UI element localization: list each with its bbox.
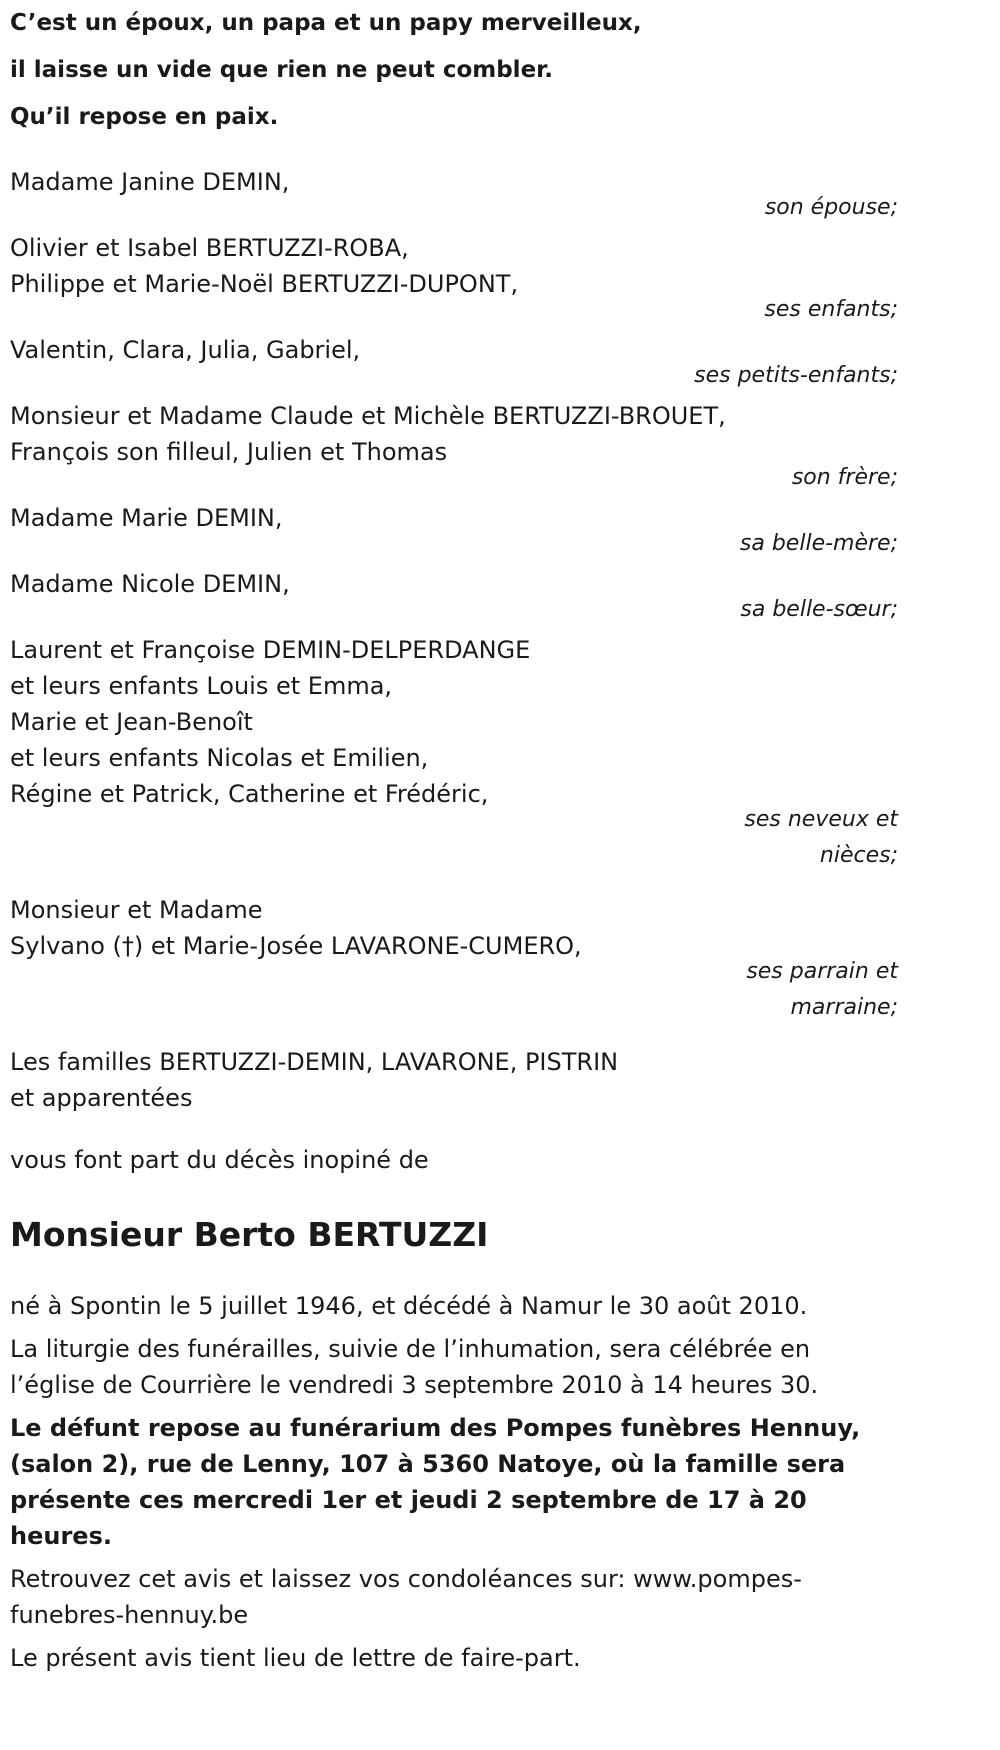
faire-part-note: Le présent avis tient lieu de lettre de faire-part. [10,1644,581,1672]
family-name-line: Madame Janine DEMIN, [10,168,290,196]
family-entry-children [10,230,900,328]
relation-line: marraine; [790,995,898,1020]
family-name-line: Philippe et Marie-Noël BERTUZZI-DUPONT, [10,270,519,298]
family-name-line: Régine et Patrick, Catherine et Frédéric, [10,780,489,808]
family-name-line: Madame Marie DEMIN, [10,504,283,532]
relation-line: son épouse; [764,195,898,220]
family-name-line: Monsieur et Madame Claude et Michèle BERTUZZI-BROUET, [10,402,726,430]
family-entry-grandchildren [10,332,900,394]
family-relation [10,954,900,1026]
relation-line: nièces; [819,843,898,868]
family-name-line: Sylvano (†) et Marie-Josée LAVARONE-CUMERO, [10,932,582,960]
family-name-line: François son filleul, Julien et Thomas [10,438,448,466]
relation-line: son frère; [791,465,898,490]
liturgy-info: La liturgie des funérailles, suivie de l’inhumation, sera célébrée en l’église de Courrière le vendredi 3 septembre 2010 à 14 heures 30. [10,1335,819,1399]
family-names [10,632,900,812]
relation-line: sa belle-sœur; [740,597,898,622]
intro-verse [10,4,900,136]
family-name-line: et leurs enfants Louis et Emma, [10,672,393,700]
relation-line: ses enfants; [764,297,898,322]
family-name-line: Marie et Jean-Benoît [10,708,253,736]
funeral-details [10,1288,900,1676]
family-name-line: et apparentées [10,1084,193,1112]
condolences-info: Retrouvez cet avis et laissez vos condoléances sur: www.pompes-funebres-hennuy.be [10,1565,802,1629]
intro-line: Qu’il repose en paix. [10,104,279,130]
family-name-line: Laurent et Françoise DEMIN-DELPERDANGE [10,636,531,664]
family-entry-godparents [10,892,900,1026]
family-name-line: Valentin, Clara, Julia, Gabriel, [10,336,361,364]
funerarium-info: Le défunt repose au funérarium des Pompes funèbres Hennuy, (salon 2), rue de Lenny, 107 à 5360 Natoye, où la famille sera présente ces mercredi 1er et jeudi 2 septembre de 17 à 20 heures. [10,1414,861,1550]
family-entry-nephews-nieces [10,632,900,874]
relation-line: ses parrain et [746,959,898,984]
birth-death-dates: né à Spontin le 5 juillet 1946, et décédé à Namur le 30 août 2010. [10,1292,808,1320]
family-entry-brother [10,398,900,496]
family-entry-mother-in-law [10,500,900,562]
family-name-line: Madame Nicole DEMIN, [10,570,290,598]
family-name-line: Les familles BERTUZZI-DEMIN, LAVARONE, PISTRIN [10,1048,619,1076]
family-name-line: Monsieur et Madame [10,896,263,924]
family-relation [10,802,900,874]
family-name-line: Olivier et Isabel BERTUZZI-ROBA, [10,234,409,262]
family-name-line: et leurs enfants Nicolas et Emilien, [10,744,429,772]
family-entry-extended-families [10,1044,900,1116]
family-entry-sister-in-law [10,566,900,628]
announcement-line: vous font part du décès inopiné de [10,1146,429,1174]
family-entry-spouse [10,164,900,226]
deceased-name: Monsieur Berto BERTUZZI [10,1215,489,1254]
family-list [10,164,900,1116]
family-names [10,1044,900,1116]
relation-line: sa belle-mère; [739,531,898,556]
relation-line: ses neveux et [744,807,898,832]
relation-line: ses petits-enfants; [694,363,898,388]
intro-line: C’est un époux, un papa et un papy merveilleux, [10,10,642,36]
intro-line: il laisse un vide que rien ne peut combler. [10,57,553,83]
